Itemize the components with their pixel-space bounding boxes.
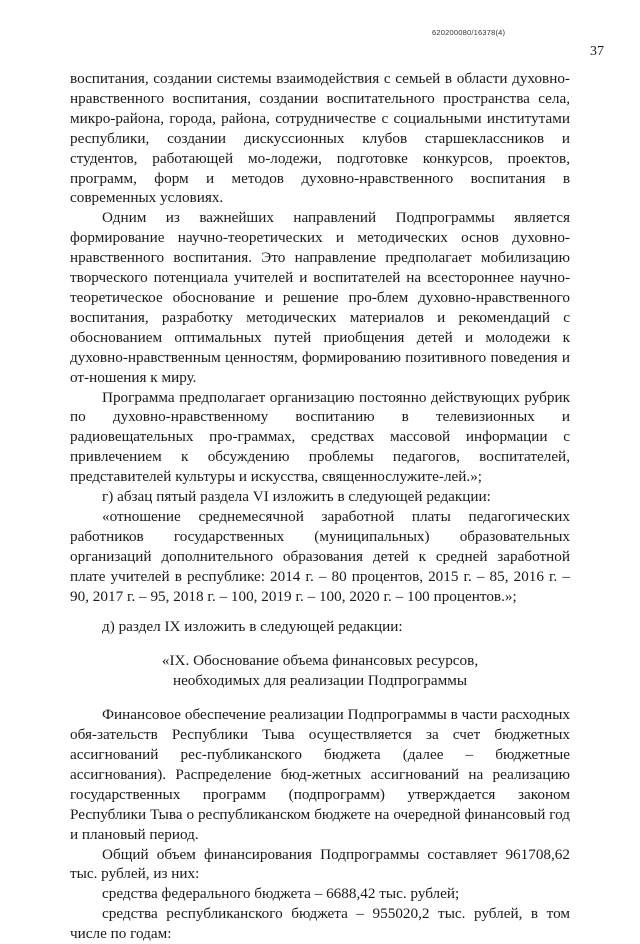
paragraph-republic-budget: средства республиканского бюджета – 955020,2 тыс. рублей, в том числе по годам: xyxy=(70,905,570,943)
paragraph-subprogram-direction: Одним из важнейших направлений Подпрограммы является формирование научно-теоретических и методических основ духовно-нравственного воспитания. Это направление предполагает мобилизацию творческого потенциала учителей и воспитателей на всестороннее научно-теоретическое обоснование и решение про-блем духовно-нравственного воспитания, разработку методических материалов и рекомендаций с обоснованием оптимальных путей приобщения детей и молодежи к духовно-нравственным ценностям, формированию позитивного поведения и от-ношения к миру. xyxy=(70,209,570,386)
section-heading xyxy=(70,651,570,691)
document-id: 620200080/16378(4) xyxy=(432,28,506,37)
paragraph-federal-budget: средства федерального бюджета – 6688,42 тыс. рублей; xyxy=(102,885,460,903)
section-heading-line-2: необходимых для реализации Подпрограммы xyxy=(172,672,468,690)
body-text xyxy=(70,69,570,944)
paragraph-amendment-g: г) абзац пятый раздела VI изложить в следующей редакции: xyxy=(102,488,491,506)
section-heading-line-1: «IX. Обоснование объема финансовых ресурсов, xyxy=(161,652,479,670)
paragraph-salary-ratio: «отношение среднемесячной заработной платы педагогических работников государственных (муниципальных) образовательных организаций дополнительного образования детей к средней заработной плате учителей в республике: 2014 г. – 80 процентов, 2015 г. – 85, 2016 г. – 90, 2017 г. – 95, 2018 г. – 100, 2019 г. – 100, 2020 г. – 100 процентов.»; xyxy=(70,507,570,605)
paragraph-amendment-d: д) раздел IX изложить в следующей редакции: xyxy=(102,618,403,636)
page-number: 37 xyxy=(590,44,604,59)
paragraph-continuation: воспитания, создании системы взаимодействия с семьей в области духовно-нравственного воспитания, создании воспитательного пространства села, микро-района, города, района, сотрудничестве с социальными институтами республики, создании дискуссионных клубов старшеклассников и студентов, работающей мо-лодежи, подготовке конкурсов, проектов, программ, форм и методов духовно-нравственного воспитания в современных условиях. xyxy=(70,70,570,207)
paragraph-total-volume: Общий объем финансирования Подпрограммы составляет 961708,62 тыс. рублей, из них: xyxy=(70,845,570,883)
paragraph-financing: Финансовое обеспечение реализации Подпрограммы в части расходных обя-зательств Республики Тыва осуществляется за счет бюджетных ассигнований рес-публиканского бюджета (далее – бюджетные ассигнования). Распределение бюд-жетных ассигнований на реализацию государственных программ (подпрограмм) утверждается законом Республики Тыва о республиканском бюджете на очередной финансовый год и плановый период. xyxy=(70,706,570,843)
paragraph-program-rubrics: Программа предполагает организацию постоянно действующих рубрик по духовно-нравственному воспитанию в телевизионных и радиовещательных про-граммах, средствах массовой информации с привлечением к обсуждению проблемы педагогов, воспитателей, представителей культуры и искусства, священнослужите-лей.»; xyxy=(70,388,570,486)
